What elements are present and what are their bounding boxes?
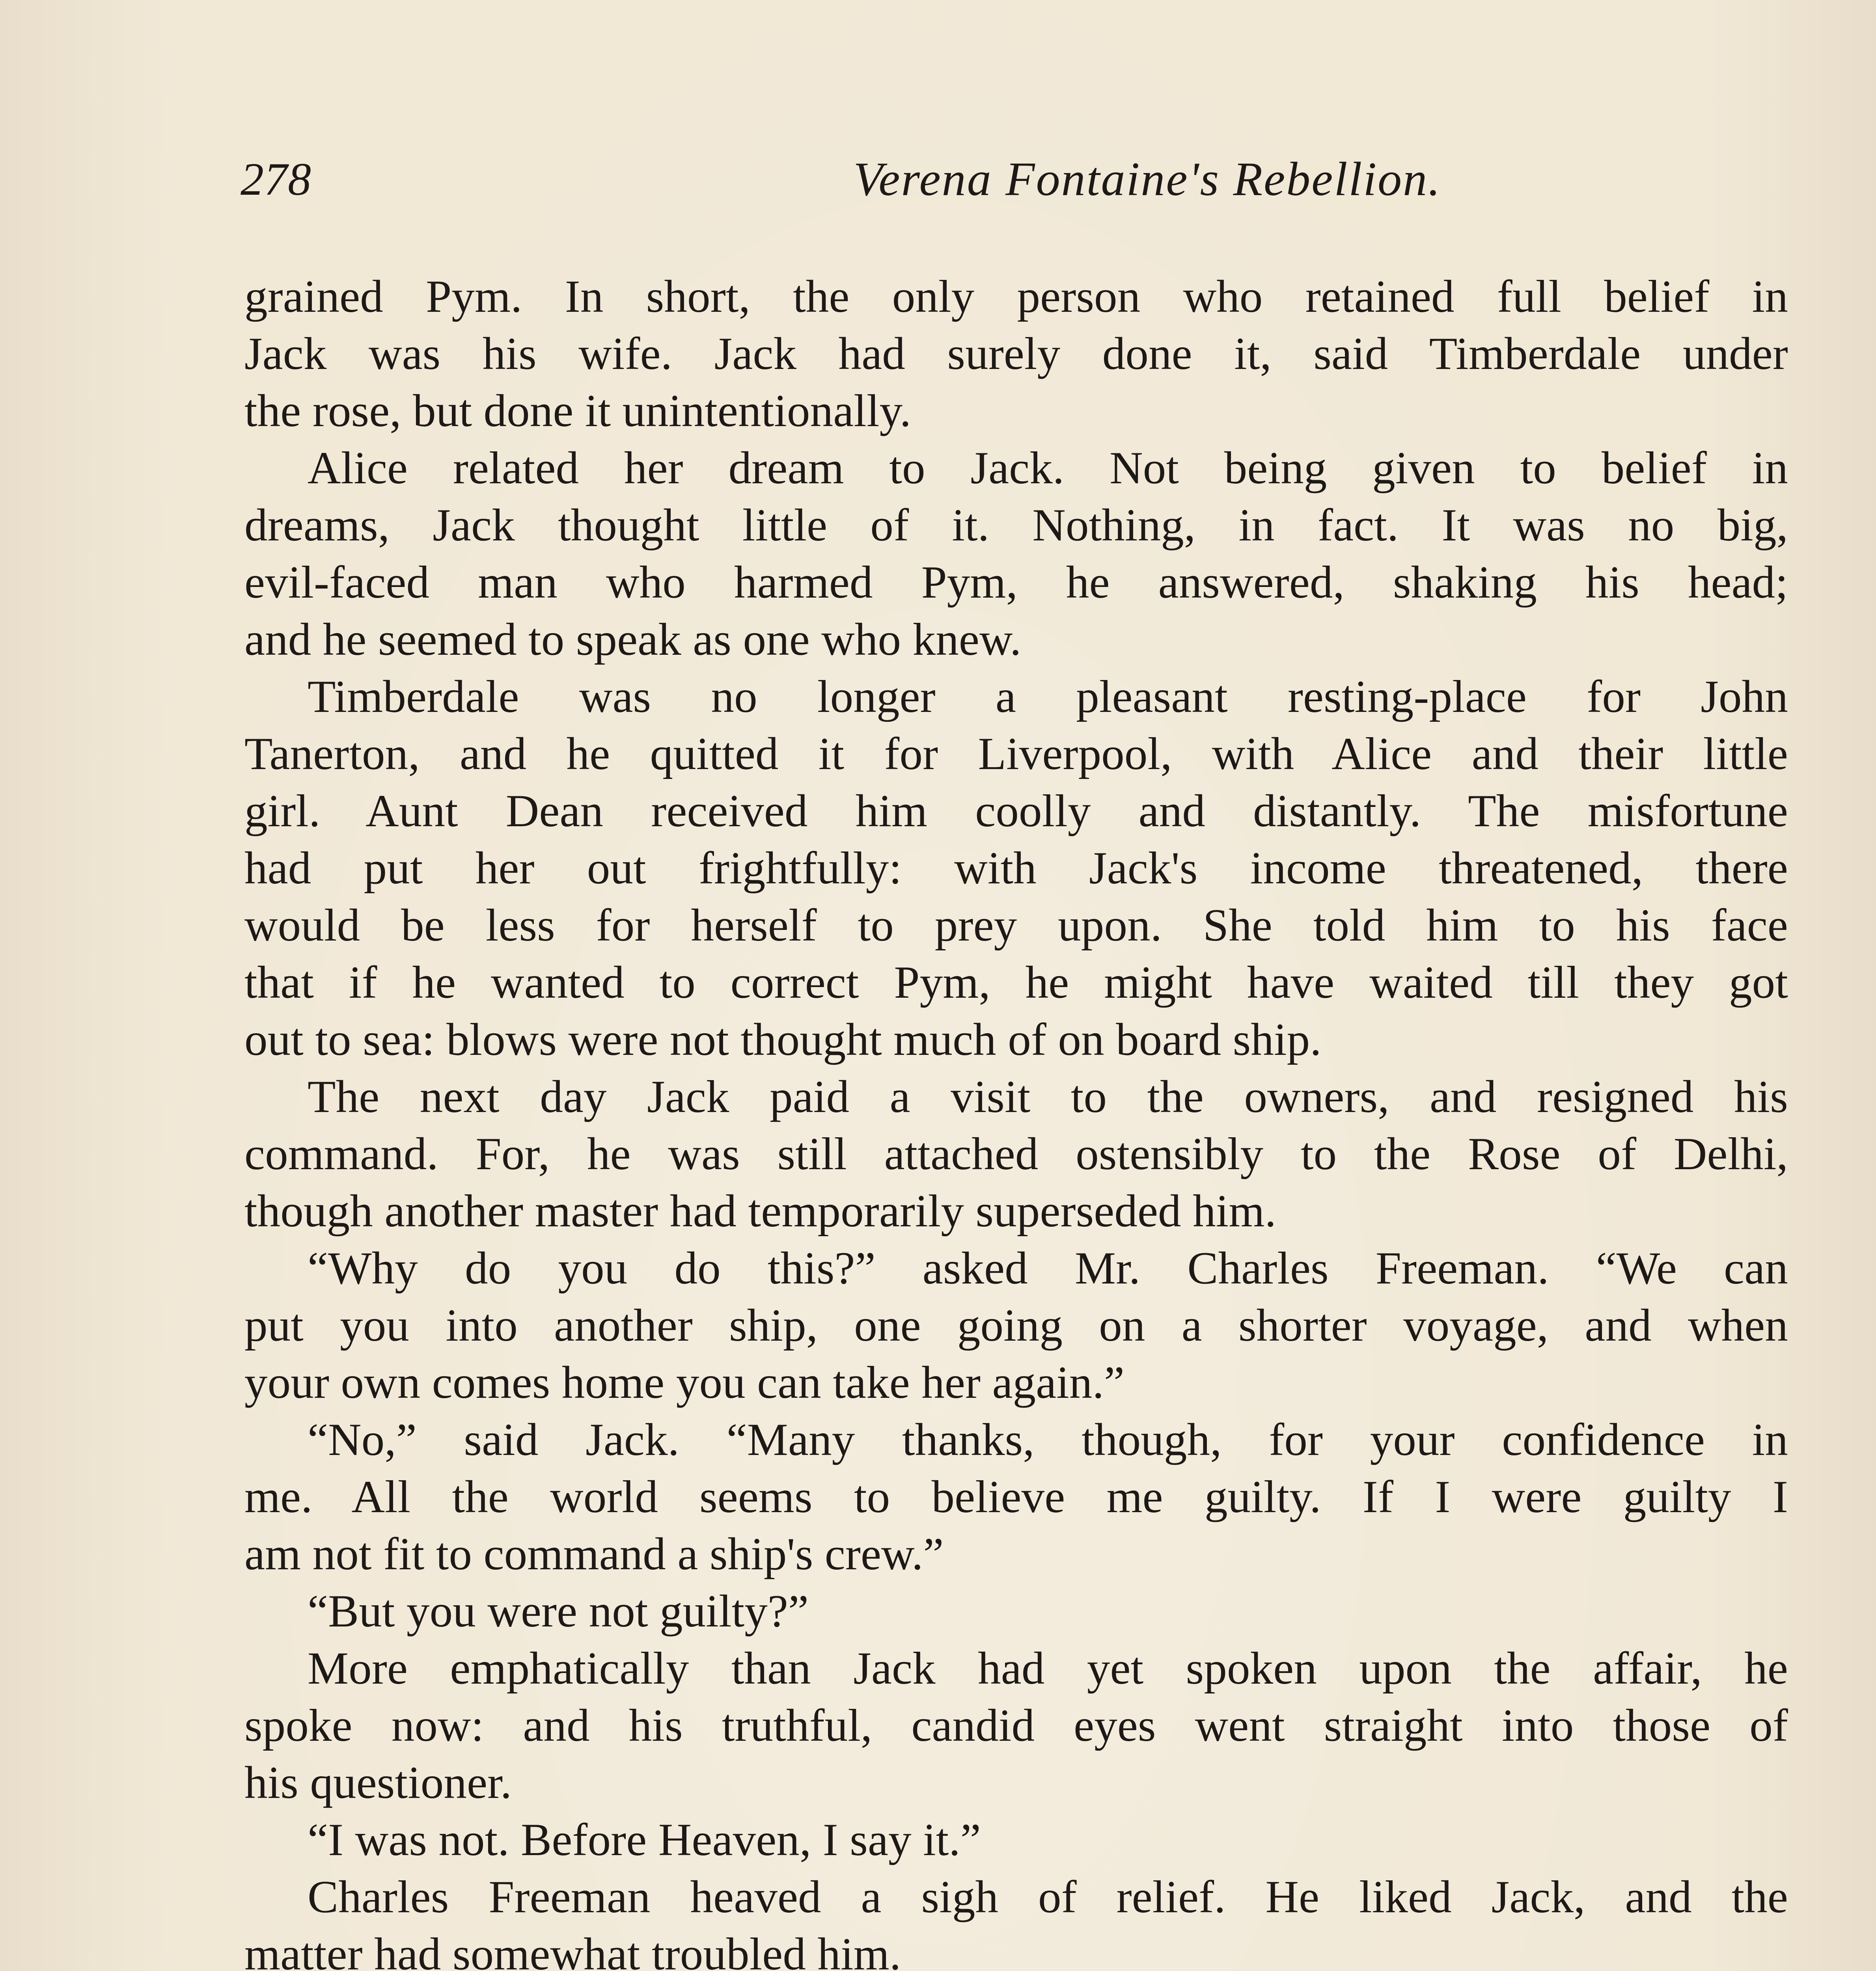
text-line: Alice related her dream to Jack. Not being given to belief in [308,443,1788,494]
text-line: the rose, but done it unintentionally. [244,386,912,436]
page-number: 278 [241,153,311,205]
text-line: grained Pym. In short, the only person who retained full belief in [244,271,1788,322]
text-line: am not fit to command a ship's crew.” [244,1529,944,1580]
text-line: “No,” said Jack. “Many thanks, though, for your confidence in [308,1414,1788,1465]
text-line: spoke now: and his truthful, candid eyes went straight into those of [244,1700,1788,1751]
text-line: Tanerton, and he quitted it for Liverpool, with Alice and their little [244,728,1788,779]
text-line: out to sea: blows were not thought much of on board ship. [244,1014,1322,1065]
text-line: would be less for herself to prey upon. She told him to his face [244,900,1788,951]
text-line: your own comes home you can take her again.” [244,1357,1125,1408]
body-text [244,268,1788,1971]
text-line: his questioner. [244,1757,512,1808]
text-line: Timberdale was no longer a pleasant resting-place for John [308,671,1788,722]
text-line: and he seemed to speak as one who knew. [244,614,1022,665]
text-line: me. All the world seems to believe me guilty. If I were guilty I [244,1472,1788,1522]
text-line: dreams, Jack thought little of it. Nothing, in fact. It was no big, [244,500,1788,551]
text-line: put you into another ship, one going on a shorter voyage, and when [244,1300,1788,1351]
text-line: More emphatically than Jack had yet spoken upon the affair, he [308,1643,1788,1694]
text-line: The next day Jack paid a visit to the owners, and resigned his [308,1071,1788,1122]
running-title: Verena Fontaine's Rebellion. [853,153,1441,206]
text-line: “But you were not guilty?” [308,1586,809,1637]
text-line: command. For, he was still attached ostensibly to the Rose of Delhi, [244,1129,1788,1179]
text-line: “Why do you do this?” asked Mr. Charles Freeman. “We can [308,1243,1788,1294]
text-line: had put her out frightfully: with Jack's income threatened, there [244,843,1788,894]
text-line: “I was not. Before Heaven, I say it.” [308,1815,981,1865]
text-line: matter had somewhat troubled him. [244,1929,901,1971]
text-line: though another master had temporarily superseded him. [244,1186,1276,1237]
text-line: evil-faced man who harmed Pym, he answered, shaking his head; [244,557,1788,608]
text-line: Charles Freeman heaved a sigh of relief. He liked Jack, and the [308,1872,1788,1923]
running-head [241,152,1794,207]
text-line: that if he wanted to correct Pym, he might have waited till they got [244,957,1788,1008]
text-line: Jack was his wife. Jack had surely done it, said Timberdale under [244,328,1788,379]
text-line: girl. Aunt Dean received him coolly and distantly. The misfortune [244,786,1788,836]
